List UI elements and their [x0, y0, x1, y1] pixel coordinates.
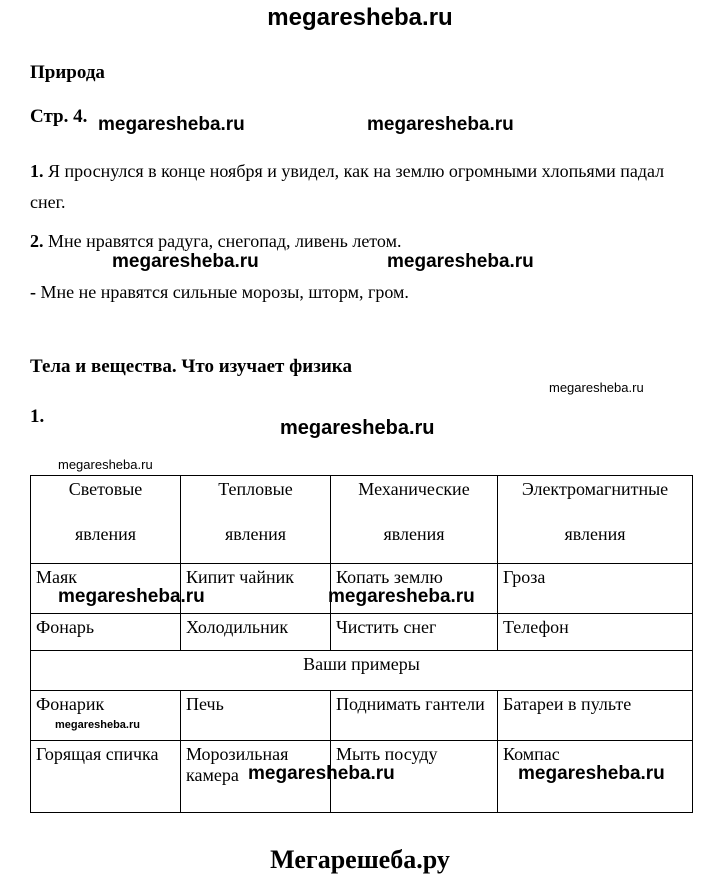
watermark: megaresheba.ru	[328, 586, 475, 607]
table-cell: Фонарь	[31, 614, 181, 651]
table-cell: Кипит чайник	[181, 564, 331, 614]
site-header-title: megaresheba.ru	[267, 4, 453, 31]
answer-marker: -	[30, 282, 36, 302]
table-row	[31, 614, 693, 651]
table-header-row	[31, 476, 693, 564]
header-line: явления	[383, 524, 445, 544]
table-cell: Горящая спичка	[31, 741, 181, 813]
header-line: Механические	[358, 479, 470, 499]
watermark: megaresheba.ru	[98, 114, 245, 135]
table-cell: Мыть посуду	[331, 741, 498, 813]
watermark: megaresheba.ru	[280, 417, 435, 439]
answer-text: Я проснулся в конце ноября и увидел, как на землю огромными хлопьями падал снег.	[30, 161, 665, 212]
header-line: Световые	[68, 479, 143, 499]
table-header-cell	[331, 476, 498, 564]
table-cell: Холодильник	[181, 614, 331, 651]
section-title-physics: Тела и вещества. Что изучает физика	[30, 356, 352, 377]
table-section-label: Ваши примеры	[31, 651, 693, 691]
watermark: megaresheba.ru	[58, 457, 153, 472]
header-line: явления	[74, 524, 137, 544]
watermark: megaresheba.ru	[549, 380, 644, 395]
header-line: Электромагнитные	[521, 479, 669, 499]
answer-text: Мне нравятся радуга, снегопад, ливень летом.	[48, 231, 402, 251]
table-header-cell	[498, 476, 693, 564]
header-line: явления	[224, 524, 287, 544]
page-number-label: Стр. 4.	[30, 106, 88, 127]
answer-paragraph-1	[30, 156, 692, 218]
table-cell: Печь	[181, 691, 331, 741]
table-cell: Морозильная камера	[181, 741, 331, 813]
table-header-cell	[181, 476, 331, 564]
section-title-nature: Природа	[30, 62, 105, 83]
table-header-cell	[31, 476, 181, 564]
table-cell: Фонарик	[31, 691, 181, 741]
table-cell: Телефон	[498, 614, 693, 651]
table-cell: Поднимать гантели	[331, 691, 498, 741]
task-number: 1.	[30, 406, 45, 427]
answer-marker: 2.	[30, 231, 44, 251]
watermark: megaresheba.ru	[367, 114, 514, 135]
site-footer-title: Мегарешеба.ру	[270, 845, 450, 874]
header-line: Тепловые	[218, 479, 293, 499]
table-cell: Гроза	[498, 564, 693, 614]
watermark: megaresheba.ru	[248, 763, 395, 784]
table-section-row	[31, 651, 693, 691]
table-cell: Копать землю	[331, 564, 498, 614]
table-cell: Батареи в пульте	[498, 691, 693, 741]
header-line: явления	[564, 524, 626, 544]
table-cell: Компас	[498, 741, 693, 813]
answer-text: Мне не нравятся сильные морозы, шторм, гром.	[40, 282, 409, 302]
watermark: megaresheba.ru	[387, 251, 534, 272]
watermark: megaresheba.ru	[518, 763, 665, 784]
table-cell: Чистить снег	[331, 614, 498, 651]
answer-paragraph-3	[30, 277, 692, 308]
watermark: megaresheba.ru	[55, 719, 140, 731]
table-cell: Маяк	[31, 564, 181, 614]
answer-marker: 1.	[30, 161, 44, 181]
watermark: megaresheba.ru	[58, 586, 205, 607]
table-row	[31, 691, 693, 741]
watermark: megaresheba.ru	[112, 251, 259, 272]
